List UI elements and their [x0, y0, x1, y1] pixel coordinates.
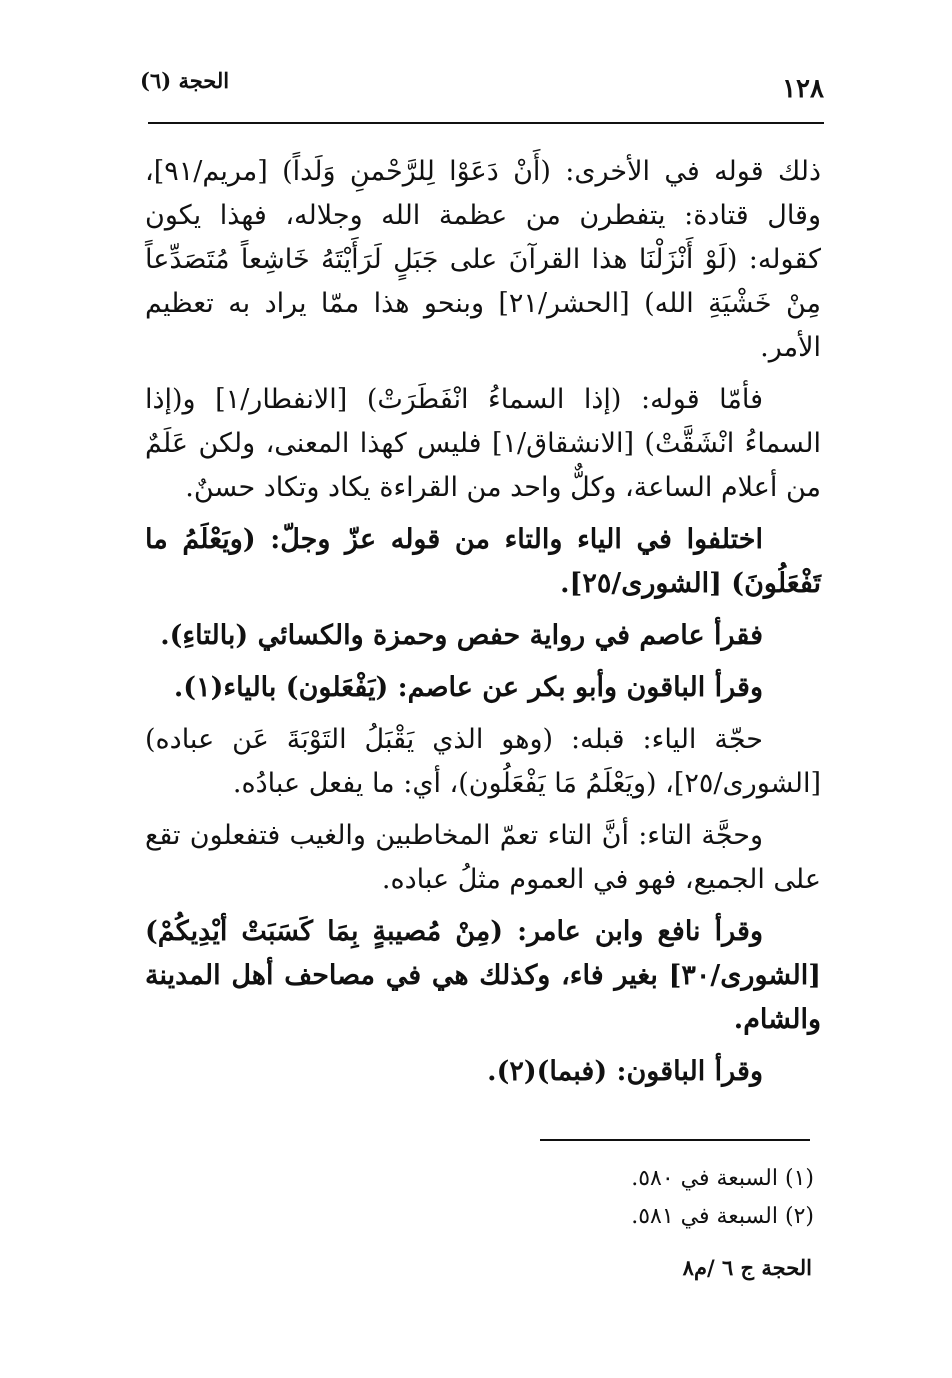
paragraph-2: فأمّا قوله: (إذا السماءُ انْفَطَرَتْ) [الانفطار/١] و(إذا السماءُ انْشَقَّتْ) [الانشقاق/١] فليس كهذا المعنى، ولكن عَلَمٌ من أعلام الساعة، وكلٌّ واحد من القراءة يكاد وتكاد حسنٌ. [145, 384, 821, 503]
signature-mark: الحجة ج ٦ /م٨ [682, 1255, 812, 1280]
header-divider [148, 122, 824, 124]
footnote-divider [540, 1139, 810, 1141]
main-text [145, 150, 821, 1102]
paragraph-5: وقرأ الباقون وأبو بكر عن عاصم: (يَفْعَلون) بالياء(١). [173, 672, 763, 703]
paragraph-9: وقرأ الباقون: (فبما)(٢). [487, 1056, 763, 1087]
paragraph-4: فقرأ عاصم في رواية حفص وحمزة والكسائي (بالتاءِ). [160, 620, 763, 651]
paragraph-3: اختلفوا في الياء والتاء من قوله عزّ وجلّ: (ويَعْلَمُ ما تَفْعَلُونَ) [الشورى/٢٥]. [145, 524, 821, 599]
paragraph-7: وحجَّة التاء: أنَّ التاء تعمّ المخاطبين والغيب فتفعلون تقع على الجميع، فهو في العموم مثلُ عباده. [145, 820, 821, 895]
footnote-1: (١) السبعة في ٥٨٠. [631, 1166, 814, 1191]
page-number: ١٢٨ [782, 74, 824, 104]
page-header [140, 62, 824, 108]
footnote-2: (٢) السبعة في ٥٨١. [631, 1204, 814, 1229]
paragraph-1: ذلك قوله في الأخرى: (أَنْ دَعَوْا لِلرَّحْمنِ وَلَداً) [مريم/٩١]، وقال قتادة: يتفطرن من عظمة الله وجلاله، فهذا يكون كقوله: (لَوْ أَنْزَلْنَا هذا القرآنَ على جَبَلٍ لَرَأَيْتَهُ خَاشِعاً مُتَصَدِّعاً مِنْ خَشْيَةِ الله) [الحشر/٢١] وبنحو هذا ممّا يراد به تعظيم الأمر. [145, 156, 821, 363]
running-title: الحجة (٦) [140, 68, 230, 93]
paragraph-8: وقرأ نافع وابن عامر: (مِنْ مُصيبةٍ بِمَا كَسَبَتْ أيْدِيكُمْ) [الشورى/٣٠] بغير فاء، وكذلك هي في مصاحف أهل المدينة والشام. [145, 916, 821, 1035]
paragraph-6: حجّة الياء: قبله: (وهو الذي يَقْبَلُ التَوْبَةَ عَن عباده) [الشورى/٢٥]، (ويَعْلَمُ مَا يَفْعَلُون)، أي: ما يفعل عبادُه. [145, 724, 821, 799]
footnotes [420, 1160, 814, 1236]
